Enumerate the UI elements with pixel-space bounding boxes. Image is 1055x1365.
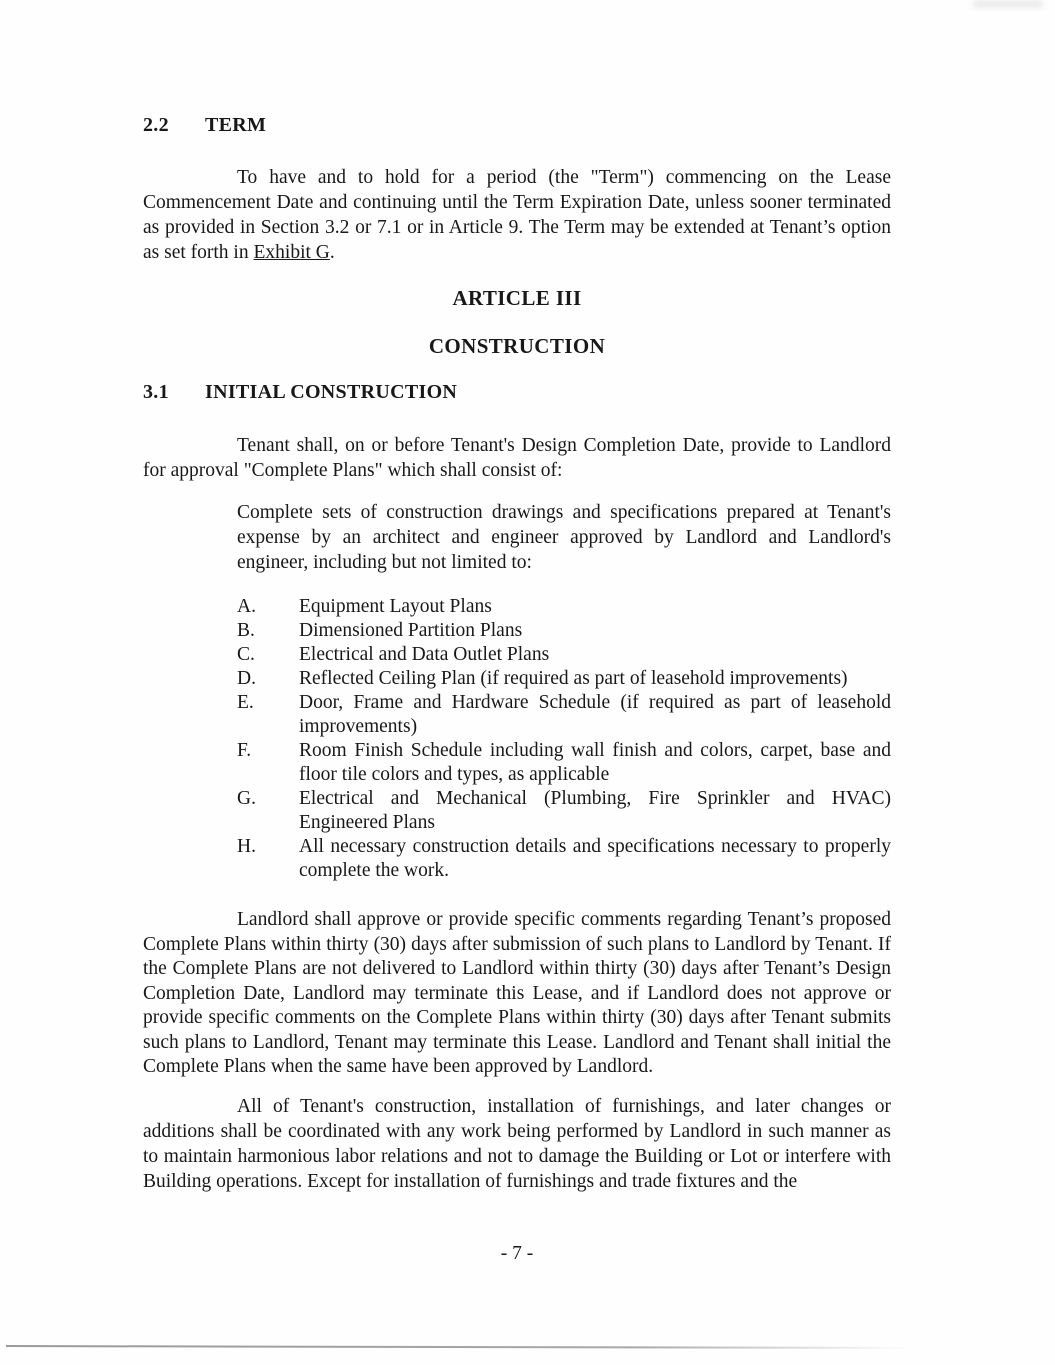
list-item <box>143 643 891 667</box>
list-text: Equipment Layout Plans <box>299 596 492 617</box>
list-letter: C. <box>237 644 255 665</box>
scan-artifact-line <box>6 1345 906 1348</box>
list-item <box>143 835 891 883</box>
plan-list <box>143 595 891 883</box>
list-item <box>143 739 891 787</box>
paragraph-complete-sets: Complete sets of construction drawings and specifications prepared at Tenant's expense by an architect and engineer approved by Landlord and Landlord's engineer, including but not limited to: <box>237 502 891 573</box>
document-content <box>143 0 891 1266</box>
list-item <box>143 595 891 619</box>
scan-artifact-smudge <box>973 0 1043 8</box>
list-text: Door, Frame and Hardware Schedule (if required as part of leasehold improvements) <box>299 692 891 737</box>
list-letter: F. <box>237 740 252 761</box>
list-item <box>143 619 891 643</box>
exhibit-g-reference: Exhibit G <box>253 242 330 263</box>
section-title: INITIAL CONSTRUCTION <box>205 381 458 403</box>
paragraph-approval: Landlord shall approve or provide specific comments regarding Tenant’s proposed Complete Plans within thirty (30) days after submission of such plans to Landlord by Tenant. If the Complete Plans are not delivered to Landlord within thirty (30) days after Tenant’s Design Completion Date, Landlord may terminate this Lease, and if Landlord does not approve or provide specific comments on the Complete Plans within thirty (30) days after Tenant submits such plans to Landlord, Tenant may terminate this Lease. Landlord and Tenant shall initial the Complete Plans when the same have been approved by Landlord. <box>143 909 891 1077</box>
list-text: Room Finish Schedule including wall finish and colors, carpet, base and floor tile colors and types, as applicable <box>299 740 891 785</box>
section-title: TERM <box>205 114 267 136</box>
list-letter: E. <box>237 692 254 713</box>
section-heading-term <box>143 113 891 138</box>
list-item <box>143 691 891 739</box>
section-number: 2.2 <box>143 114 169 136</box>
paragraph-coordination: All of Tenant's construction, installation of furnishings, and later changes or additions shall be coordinated with any work being performed by Landlord in such manner as to maintain harmonious labor relations and not to damage the Building or Lot or interfere with Building operations. Except for installation of furnishings and trade fixtures and the <box>143 1095 891 1192</box>
list-text: Reflected Ceiling Plan (if required as part of leasehold improvements) <box>299 668 848 689</box>
list-text: All necessary construction details and specifications necessary to properly complete the work. <box>299 836 891 881</box>
list-letter: H. <box>237 836 256 857</box>
paragraph-term-body <box>143 165 891 265</box>
list-letter: D. <box>237 668 256 689</box>
list-item <box>143 667 891 691</box>
page-number: - 7 - <box>500 1242 534 1264</box>
list-letter: G. <box>237 788 256 809</box>
section-number: 3.1 <box>143 381 169 403</box>
list-text: Dimensioned Partition Plans <box>299 620 523 641</box>
term-body-text: To have and to hold for a period (the "Term") commencing on the Lease Commencement Date and continuing until the Term Expiration Date, unless sooner terminated as provided in Section 3.2 or 7.1 or in Article 9. The Term may be extended at Tenant’s option as set forth in <box>143 167 891 263</box>
list-text: Electrical and Data Outlet Plans <box>299 644 550 665</box>
paragraph-intro: Tenant shall, on or before Tenant's Design Completion Date, provide to Landlord for approval "Complete Plans" which shall consist of: <box>143 435 891 481</box>
section-heading-initial-construction <box>143 380 891 405</box>
list-letter: B. <box>237 620 255 641</box>
list-item <box>143 787 891 835</box>
article-heading: ARTICLE III <box>452 286 582 310</box>
article-subheading: CONSTRUCTION <box>428 334 606 358</box>
list-text: Electrical and Mechanical (Plumbing, Fire Sprinkler and HVAC) Engineered Plans <box>299 788 891 833</box>
list-letter: A. <box>237 596 256 617</box>
term-body-period: . <box>329 242 335 263</box>
